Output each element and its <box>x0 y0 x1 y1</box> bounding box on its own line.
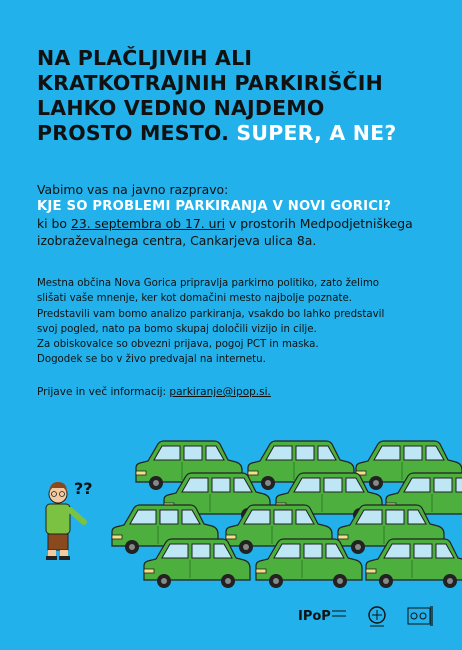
headline-line-1: NA PLAČLJIVIH ALI <box>37 46 253 70</box>
event-title: KJE SO PROBLEMI PARKIRANJA V NOVI GORICI? <box>37 199 392 214</box>
headline-line-3: LAHKO VEDNO NAJDEMO <box>37 96 325 120</box>
municipality-crest-icon <box>369 607 385 627</box>
description <box>37 276 437 368</box>
event-date: 23. septembra ob 17. uri <box>70 216 226 231</box>
contact-email-link[interactable]: parkiranje@ipop.si. <box>169 386 271 398</box>
headline-white-phrase: SUPER, A NE? <box>236 121 397 145</box>
when-pre: ki bo <box>37 216 68 231</box>
parking-illustration <box>0 430 462 610</box>
ipop-logo: IPoP <box>298 609 331 624</box>
contact-label: Prijave in več informacij: <box>37 386 167 398</box>
ipop-logo-lines <box>332 610 346 612</box>
headline-line-2: KRATKOTRAJNIH PARKIRIŠČIH <box>37 71 383 95</box>
description-line-3: Predstavili vam bomo analizo parkiranja, vsakdo bo lahko predstavil <box>37 308 385 320</box>
partner-logo-icon <box>408 606 433 626</box>
invite-text: Vabimo vas na javno razpravo: <box>37 182 229 197</box>
description-line-5: Za obiskovalce so obvezni prijava, pogoj PCT in maska. <box>37 339 319 351</box>
invitation <box>37 181 437 249</box>
headline-line-4 <box>37 121 437 146</box>
description-line-6: Dogodek se bo v živo predvajal na internetu. <box>37 354 266 366</box>
description-line-4: svoj pogled, nato pa bomo skupaj določili vizijo in cilje. <box>37 323 317 335</box>
headline-dark-phrase: PROSTO MESTO. <box>37 121 230 145</box>
event-place: izobraževalnega centra, Cankarjeva ulica 8a. <box>37 233 317 248</box>
headline <box>37 46 437 146</box>
when-post: v prostorih Medpodjetniškega <box>228 216 413 231</box>
contact <box>37 385 437 400</box>
description-line-2: slišati vaše mnenje, ker kot domačini mesto najbolje poznate. <box>37 293 353 305</box>
logos-row <box>0 600 462 640</box>
question-marks: ?? <box>74 479 93 498</box>
description-line-1: Mestna občina Nova Gorica pripravlja parkirno politiko, zato želimo <box>37 278 379 289</box>
event-when <box>37 215 437 232</box>
